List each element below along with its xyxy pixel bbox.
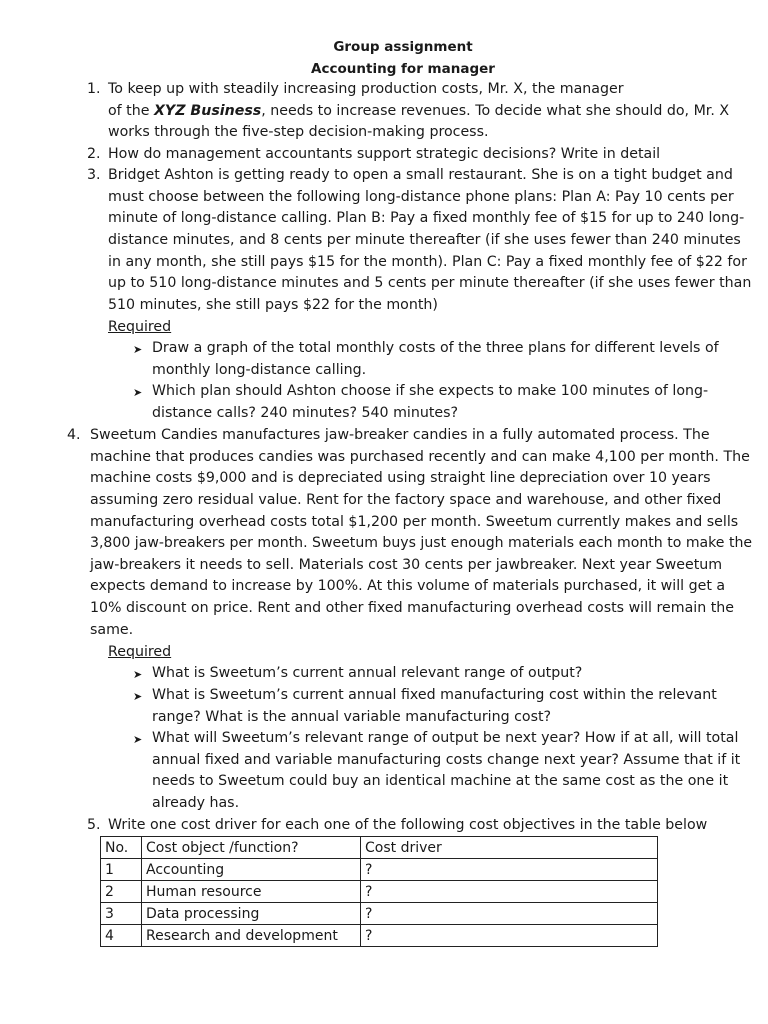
table-cell: ? xyxy=(361,903,658,925)
question-3-required-heading: Required xyxy=(108,319,172,335)
table-cell: ? xyxy=(361,925,658,947)
question-4-required-heading: Required xyxy=(108,644,172,660)
question-4-bullet-line: needs to Sweetum could buy an identical machine at the same cost as the one it xyxy=(152,773,729,789)
table-cell: Research and development xyxy=(142,925,361,947)
table-cell: ? xyxy=(361,881,658,903)
arrow-bullet-icon: ➤ xyxy=(133,690,143,703)
question-3-line: distance minutes, and 8 cents per minute thereafter (if she uses fewer than 240 minutes xyxy=(108,232,741,248)
question-5-number: 5. xyxy=(87,817,101,833)
table-cell: Accounting xyxy=(142,859,361,881)
table-cell: 1 xyxy=(101,859,142,881)
question-1-line: To keep up with steadily increasing production costs, Mr. X, the manager xyxy=(108,81,624,97)
question-4-bullet-line: What will Sweetum’s relevant range of output be next year? How if at all, will total xyxy=(152,730,739,746)
question-4-line: machine that produces candies was purchased recently and can make 4,100 per month. The xyxy=(90,449,750,465)
question-4-bullet-line: What is Sweetum’s current annual fixed manufacturing cost within the relevant xyxy=(152,687,717,703)
arrow-bullet-icon: ➤ xyxy=(133,668,143,681)
question-4-line: same. xyxy=(90,622,134,638)
table-row xyxy=(101,903,658,925)
table-header-cell: No. xyxy=(101,837,142,859)
question-3-bullet-line: distance calls? 240 minutes? 540 minutes? xyxy=(152,405,459,421)
question-3-bullet-line: Which plan should Ashton choose if she expects to make 100 minutes of long- xyxy=(152,383,709,399)
table-row xyxy=(101,859,658,881)
question-4-bullet-line: annual fixed and variable manufacturing costs change next year? Assume that if it xyxy=(152,752,741,768)
arrow-bullet-icon: ➤ xyxy=(133,386,143,399)
question-2-line: How do management accountants support strategic decisions? Write in detail xyxy=(108,146,661,162)
question-2-number: 2. xyxy=(87,146,101,162)
question-3-line: minute of long-distance calling. Plan B: Pay a fixed monthly fee of $15 for up to 240 long- xyxy=(108,210,745,226)
question-4-line: manufacturing overhead costs total $1,200 per month. Sweetum currently makes and sells xyxy=(90,514,739,530)
question-4-bullet-line: What is Sweetum’s current annual relevant range of output? xyxy=(152,665,583,681)
question-4-line: assuming zero residual value. Rent for the factory space and warehouse, and other fixed xyxy=(90,492,722,508)
table-cell: Data processing xyxy=(142,903,361,925)
table-cell: 3 xyxy=(101,903,142,925)
arrow-bullet-icon: ➤ xyxy=(133,343,143,356)
question-4-line: 10% discount on price. Rent and other fixed manufacturing overhead costs will remain the xyxy=(90,600,734,616)
question-4-number: 4. xyxy=(67,427,81,443)
question-1-line: of the XYZ Business, needs to increase revenues. To decide what she should do, Mr. X xyxy=(108,103,730,119)
table-cell: 4 xyxy=(101,925,142,947)
question-3-bullet-line: monthly long-distance calling. xyxy=(152,362,367,378)
question-4-line: 3,800 jaw-breakers per month. Sweetum buys just enough materials each month to make the xyxy=(90,535,753,551)
table-header-cell: Cost driver xyxy=(361,837,658,859)
question-1-line: works through the five-step decision-making process. xyxy=(108,124,489,140)
question-3-line: in any month, she still pays $15 for the month). Plan C: Pay a fixed monthly fee of $22 for xyxy=(108,254,747,270)
assignment-title: Group assignment xyxy=(333,39,473,55)
question-4-line: Sweetum Candies manufactures jaw-breaker candies in a fully automated process. The xyxy=(90,427,710,443)
question-4-line: expects demand to increase by 100%. At this volume of materials purchased, it will get a xyxy=(90,578,726,594)
table-cell: ? xyxy=(361,859,658,881)
table-row xyxy=(101,925,658,947)
question-3-line: 510 minutes, she still pays $22 for the month) xyxy=(108,297,438,313)
table-header-cell: Cost object /function? xyxy=(142,837,361,859)
question-3-line: must choose between the following long-distance phone plans: Plan A: Pay 10 cents per xyxy=(108,189,734,205)
arrow-bullet-icon: ➤ xyxy=(133,733,143,746)
question-1-number: 1. xyxy=(87,81,101,97)
question-4-line: jaw-breakers it needs to sell. Materials cost 30 cents per jawbreaker. Next year Sweetum xyxy=(90,557,723,573)
question-3-line: Bridget Ashton is getting ready to open a small restaurant. She is on a tight budget and xyxy=(108,167,733,183)
question-3-line: up to 510 long-distance minutes and 5 cents per minute thereafter (if she uses fewer than xyxy=(108,275,752,291)
question-3-bullet-line: Draw a graph of the total monthly costs of the three plans for different levels of xyxy=(152,340,719,356)
table-cell: 2 xyxy=(101,881,142,903)
question-4-bullet-line: already has. xyxy=(152,795,240,811)
table-header-row xyxy=(101,837,658,859)
table-row xyxy=(101,881,658,903)
assignment-subtitle: Accounting for manager xyxy=(311,61,495,77)
question-5-line: Write one cost driver for each one of the following cost objectives in the table below xyxy=(108,817,708,833)
question-4-line: machine costs $9,000 and is depreciated using straight line depreciation over 10 years xyxy=(90,470,711,486)
cost-driver-table xyxy=(100,836,658,947)
question-3-number: 3. xyxy=(87,167,101,183)
question-4-bullet-line: range? What is the annual variable manufacturing cost? xyxy=(152,709,552,725)
table-cell: Human resource xyxy=(142,881,361,903)
business-name: XYZ Business xyxy=(153,103,262,119)
